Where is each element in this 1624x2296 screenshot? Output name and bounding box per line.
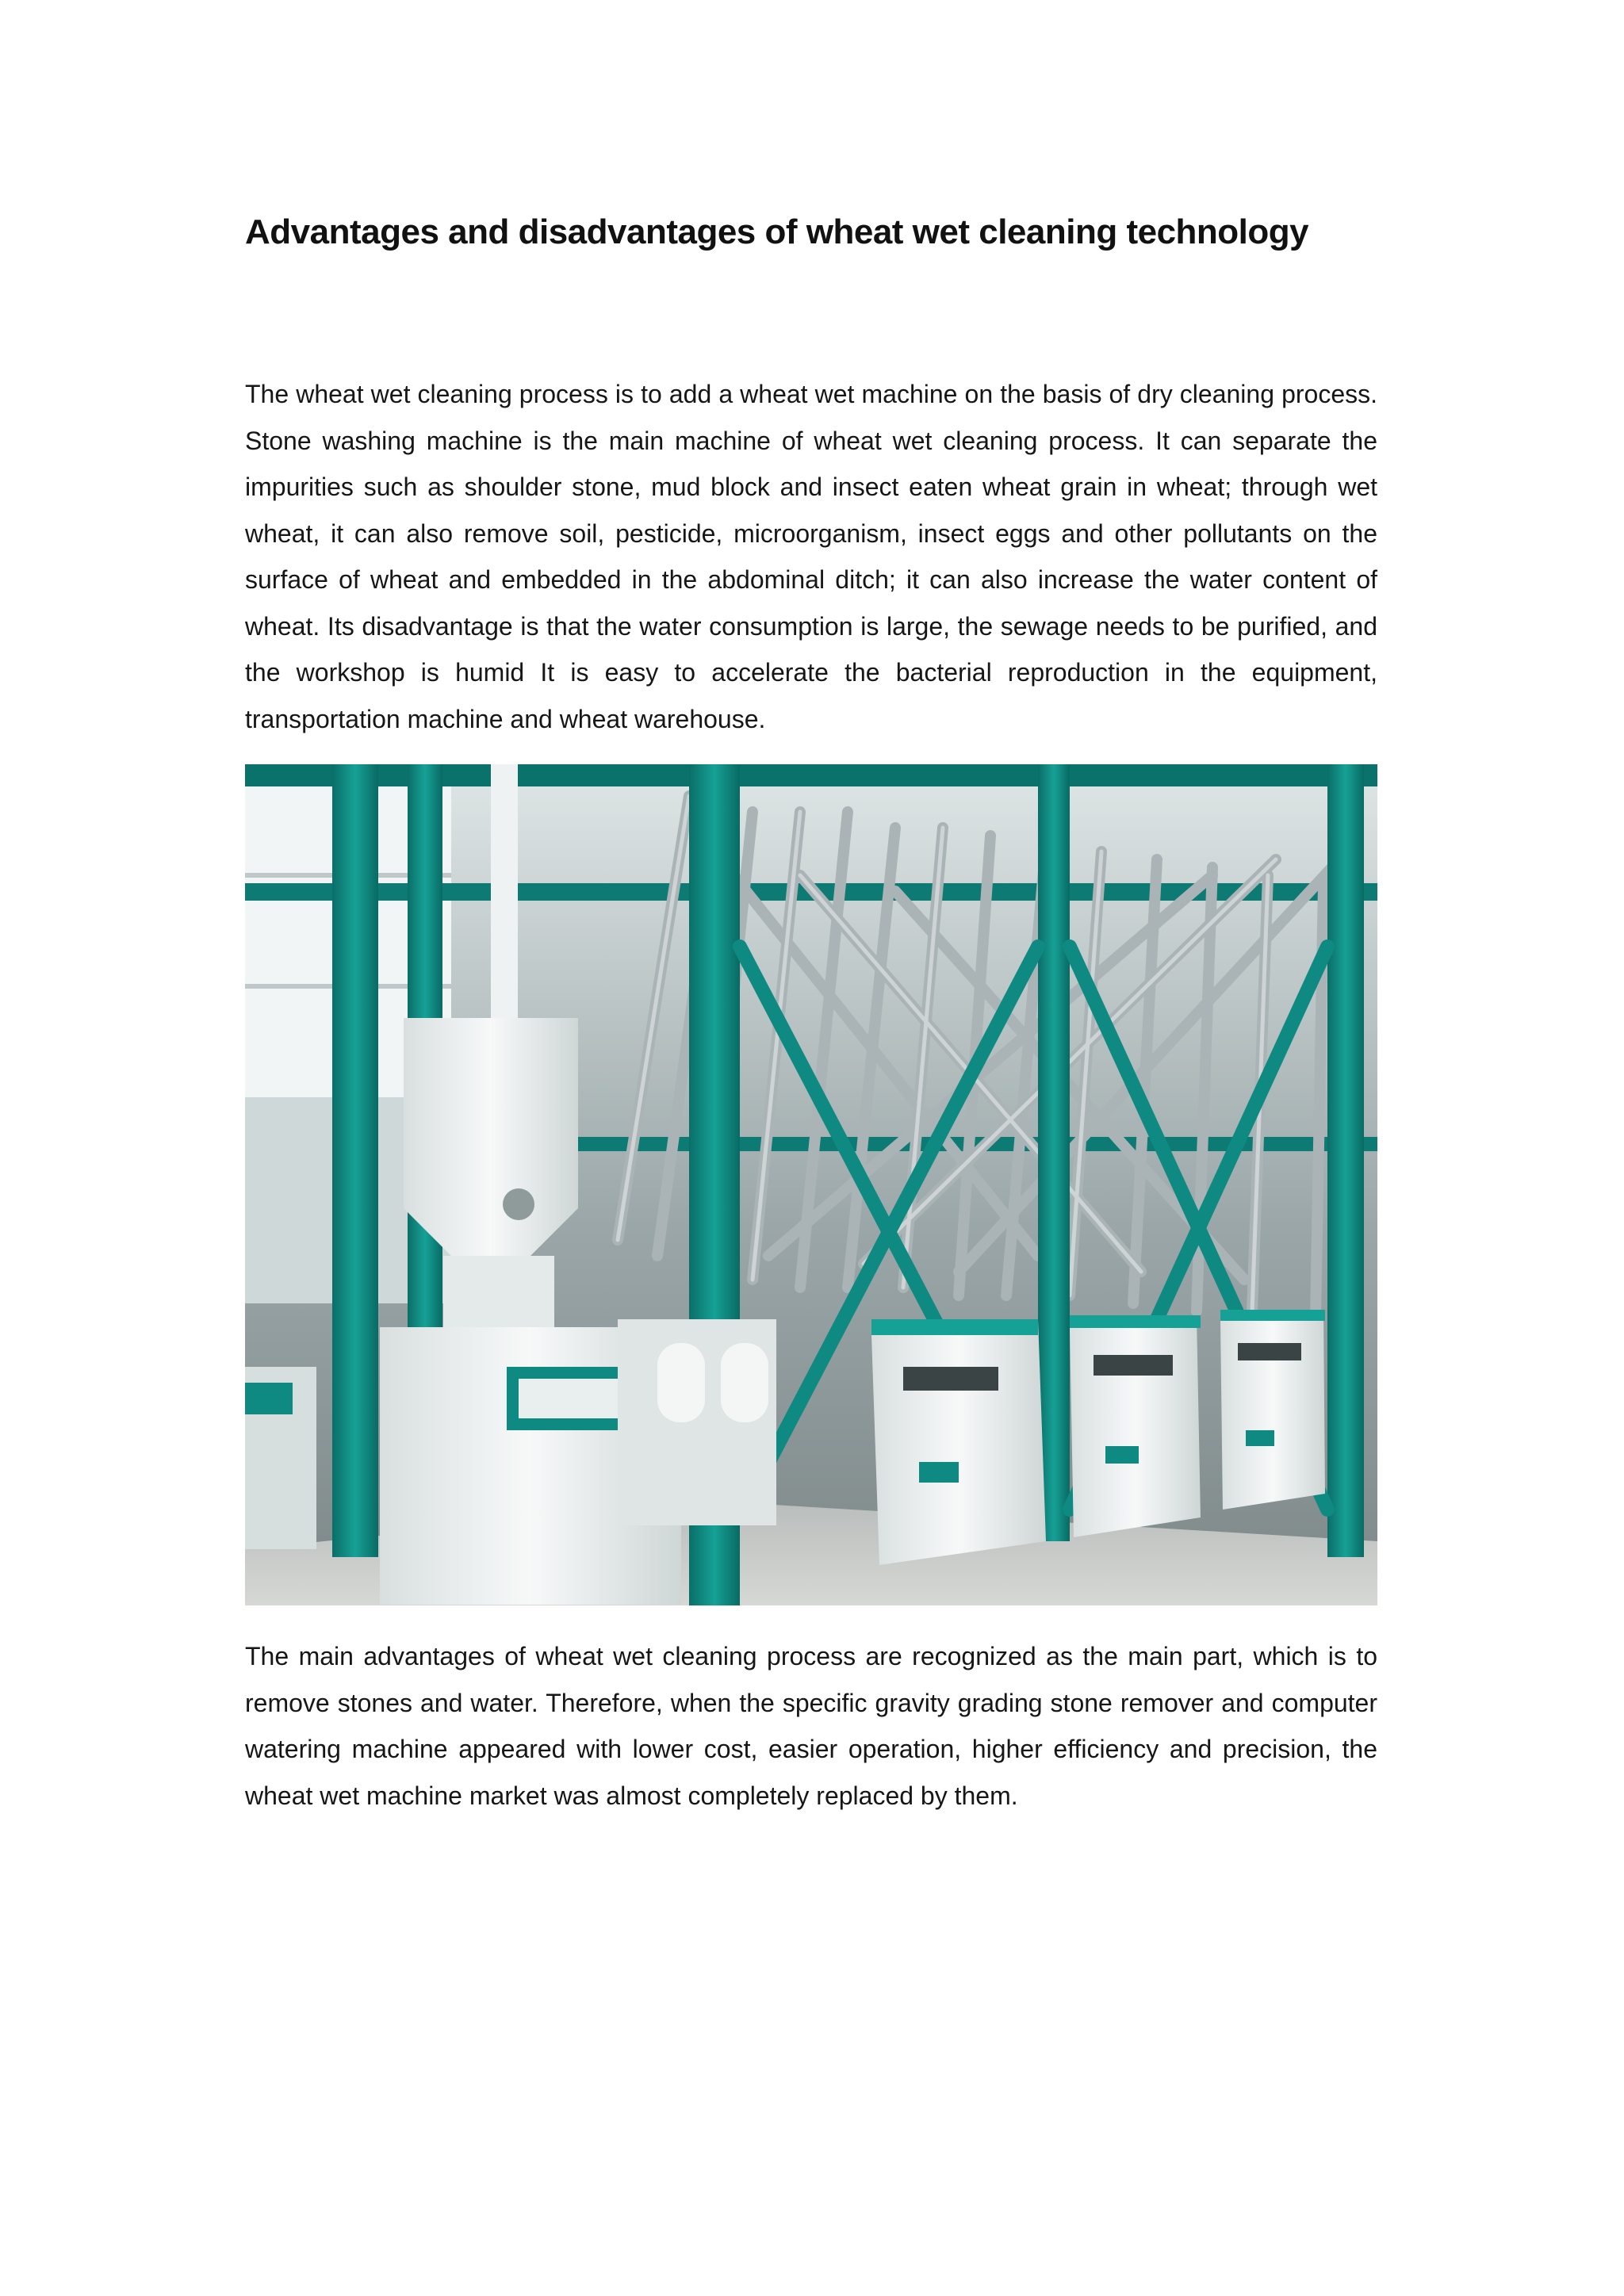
flour-mill-illustration xyxy=(245,764,1377,1605)
paragraph-intro: The wheat wet cleaning process is to add a wheat wet machine on the basis of dry cleaning process. Stone washing machine is the main machine of wheat wet cleaning process. It can separate the impurities such as shoulder stone, mud block and insect eaten wheat grain in wheat; through wet wheat, it can also remove soil, pesticide, microorganism, insect eggs and other pollutants on the surface of wheat and embedded in the abdominal ditch; it can also increase the water content of wheat. Its disadvantage is that the water consumption is large, the sewage needs to be purified, and the workshop is humid It is easy to accelerate the bacterial reproduction in the equipment, transportation machine and wheat warehouse. xyxy=(245,380,1377,733)
flour-mill-photo xyxy=(245,764,1377,1605)
paragraph-conclusion: The main advantages of wheat wet cleaning process are recognized as the main part, which is to remove stones and water. Therefore, when the specific gravity grading stone remover and computer watering machine appeared with lower cost, easier operation, higher efficiency and precision, the wheat wet machine market was almost completely replaced by them. xyxy=(245,1642,1377,1810)
document-title: Advantages and disadvantages of wheat wet cleaning technology xyxy=(245,212,1309,251)
